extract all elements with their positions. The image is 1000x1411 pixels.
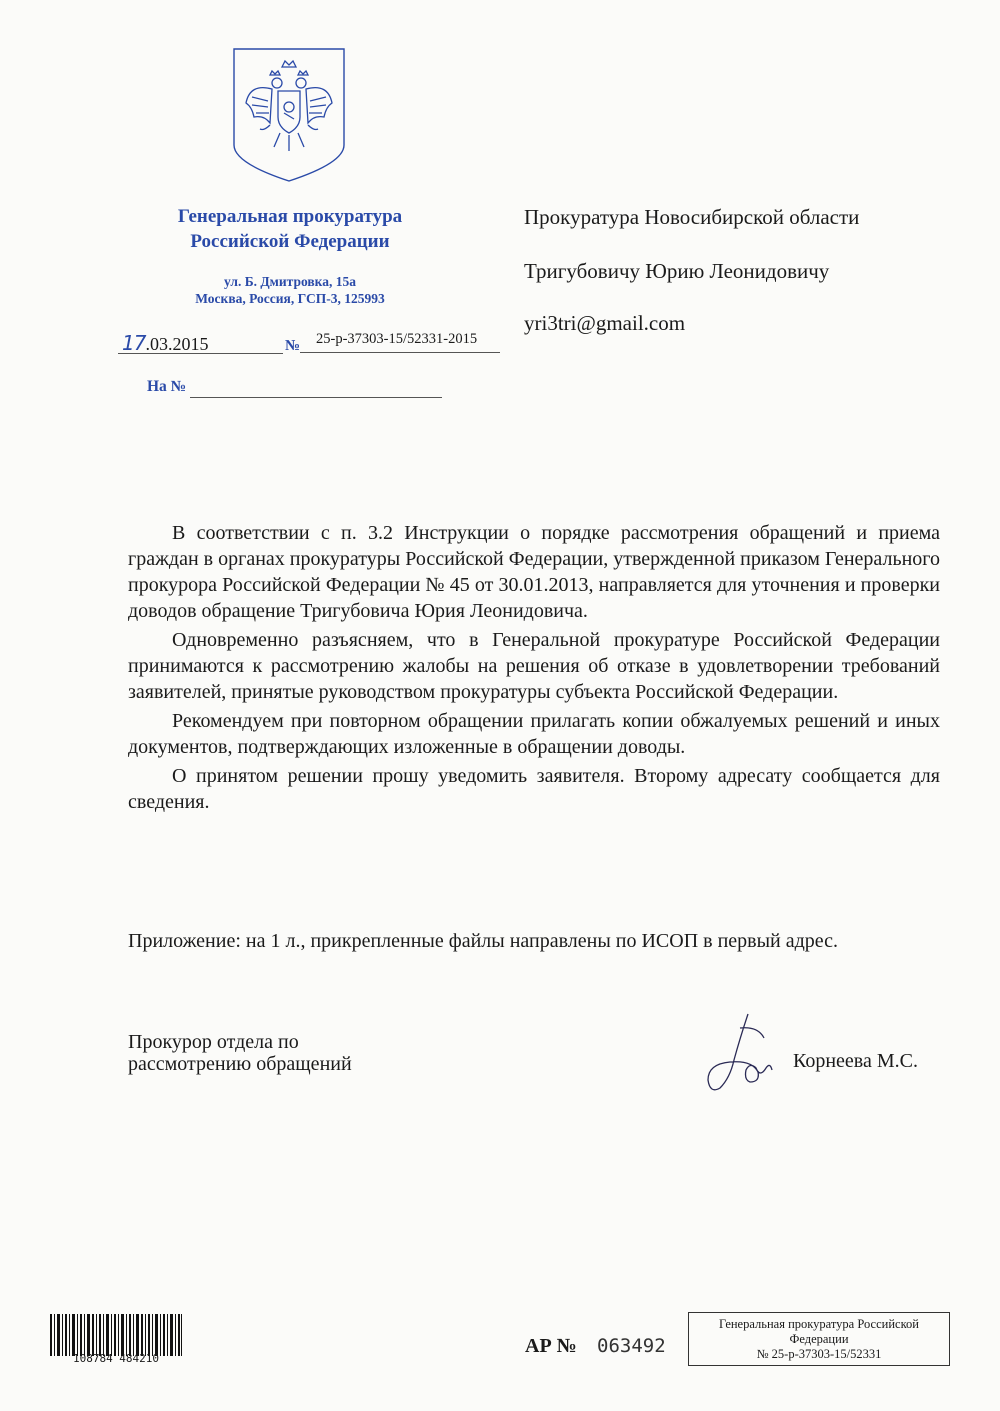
stamp-line3: № 25-р-37303-15/52331 — [756, 1347, 882, 1361]
signer-position-line2: рассмотрению обращений — [128, 1053, 352, 1075]
stamp-line1: Генеральная прокуратура Российской — [719, 1317, 919, 1331]
address-line1: ул. Б. Дмитровка, 15а — [223, 274, 356, 289]
organization-address — [120, 273, 460, 307]
recipient-block — [524, 204, 859, 336]
coat-of-arms-icon — [230, 45, 348, 185]
handwritten-signature — [700, 1008, 780, 1108]
ap-label: АР № — [525, 1335, 577, 1357]
body-paragraph-1: В соответствии с п. 3.2 Инструкции о порядке рассмотрения обращений и приема граждан в органах прокуратуры Российской Федерации, утвержденной приказом Генерального прокурора Российской Федерации № 45 от 30.01.2013, направляется для уточнения и проверки доводов обращение Тригубовича Юрия Леонидовича. — [128, 522, 940, 622]
body-paragraph-2: Одновременно разъясняем, что в Генеральной прокуратуре Российской Федерации принимаются к рассмотрению жалобы на решения об отказе в удовлетворении требований заявителей, принятые руководством прокуратуры субъекта Российской Федерации. — [128, 629, 940, 703]
signer-position-line1: Прокурор отдела по — [128, 1031, 299, 1053]
signer-position — [128, 1031, 352, 1075]
outgoing-date — [118, 331, 283, 354]
date-month-year: .03.2015 — [145, 334, 209, 354]
letter-body — [128, 520, 940, 815]
attachment-note: Приложение: на 1 л., прикрепленные файлы направлены по ИСОП в первый адрес. — [128, 930, 839, 952]
reply-to-blank-line — [190, 380, 442, 398]
number-sign: № — [285, 338, 301, 354]
stamp-line2: Федерации — [789, 1332, 849, 1346]
recipient-email: yri3tri@gmail.com — [524, 311, 686, 335]
reply-to-label: На № — [147, 378, 187, 395]
recipient-organization: Прокуратура Новосибирской области — [524, 205, 860, 229]
signer-name: Корнеева М.С. — [793, 1050, 918, 1072]
barcode-number: 108784 484210 — [72, 1352, 160, 1365]
organization-name — [120, 204, 460, 254]
body-paragraph-3: Рекомендуем при повторном обращении прилагать копии обжалуемых решений и иных документов, подтверждающих изложенные в обращении доводы. — [128, 710, 940, 758]
outgoing-number: 25-р-37303-15/52331-2015 — [300, 331, 500, 353]
org-name-line1: Генеральная прокуратура — [177, 206, 403, 227]
handwritten-date-day: 17 — [122, 331, 146, 355]
ap-number: 063492 — [597, 1335, 666, 1357]
recipient-person: Тригубовичу Юрию Леонидовичу — [524, 259, 830, 283]
address-line2: Москва, Россия, ГСП-3, 125993 — [195, 291, 385, 306]
registration-stamp — [688, 1312, 950, 1366]
body-paragraph-4: О принятом решении прошу уведомить заявителя. Второму адресату сообщается для сведения. — [128, 765, 940, 813]
org-name-line2: Российской Федерации — [190, 231, 390, 252]
